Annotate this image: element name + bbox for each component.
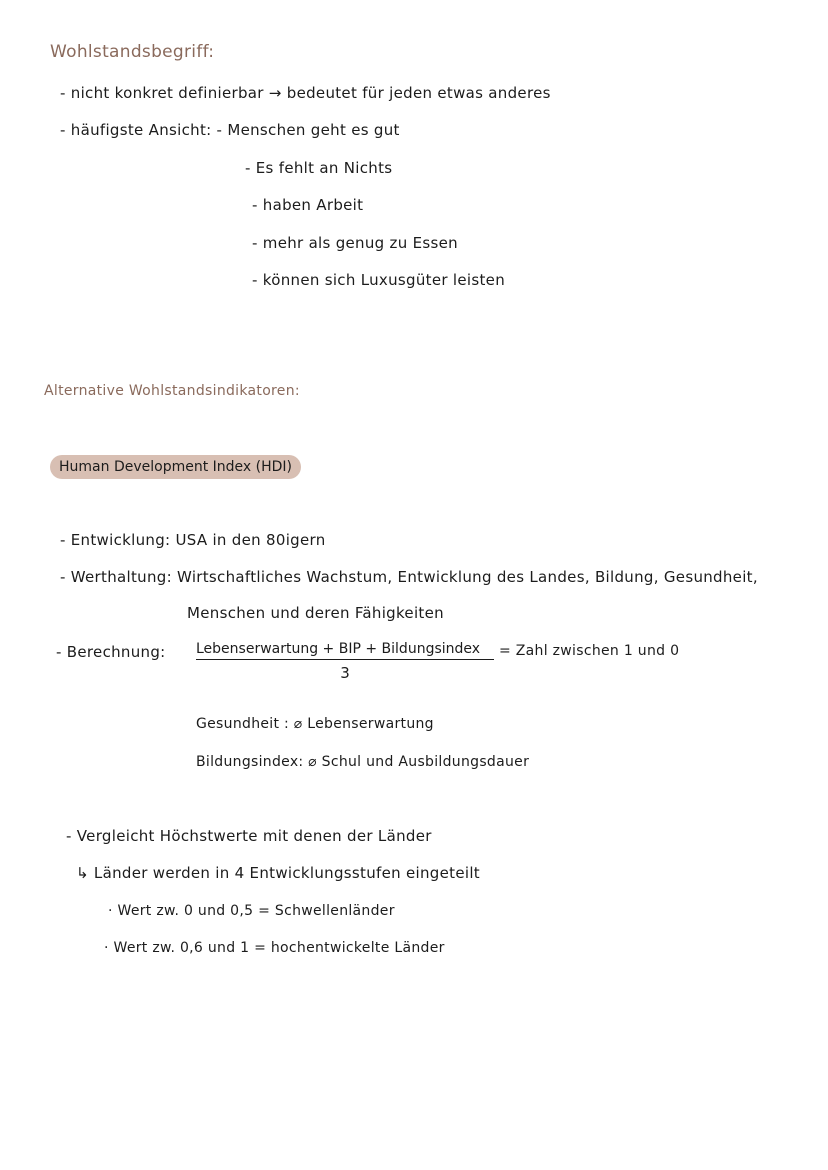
list-item: · Wert zw. 0,6 und 1 = hochentwickelte Länder bbox=[104, 940, 445, 956]
note-line-laender: ↳ Länder werden in 4 Entwicklungsstufen eingeteilt bbox=[76, 864, 480, 882]
note-line-vergleicht: - Vergleicht Höchstwerte mit denen der Länder bbox=[66, 827, 432, 845]
list-item: - können sich Luxusgüter leisten bbox=[252, 271, 505, 289]
note-line-bildungsindex: Bildungsindex: ⌀ Schul und Ausbildungsdauer bbox=[196, 754, 530, 770]
note-line-werthaltung: - Werthaltung: Wirtschaftliches Wachstum, Entwicklung des Landes, Bildung, Gesundheit, bbox=[60, 568, 758, 586]
list-item: - Es fehlt an Nichts bbox=[245, 159, 393, 177]
formula-denominator: 3 bbox=[340, 664, 350, 682]
list-item: - mehr als genug zu Essen bbox=[252, 234, 458, 252]
note-line-definition: - nicht konkret definierbar → bedeutet für jeden etwas anderes bbox=[60, 84, 551, 102]
note-line-entwicklung: - Entwicklung: USA in den 80igern bbox=[60, 531, 326, 549]
note-line-werthaltung-cont: Menschen und deren Fähigkeiten bbox=[187, 604, 444, 622]
list-item: - haben Arbeit bbox=[252, 196, 364, 214]
section-title-wohlstandsbegriff: Wohlstandsbegriff: bbox=[50, 42, 215, 62]
formula-numerator: Lebenserwartung + BIP + Bildungsindex bbox=[196, 641, 494, 660]
list-item: · Wert zw. 0 und 0,5 = Schwellenländer bbox=[108, 903, 395, 919]
hdi-formula bbox=[196, 641, 494, 682]
berechnung-label: - Berechnung: bbox=[56, 643, 166, 661]
formula-result: = Zahl zwischen 1 und 0 bbox=[499, 643, 680, 659]
note-line-ansicht: - häufigste Ansicht: - Menschen geht es gut bbox=[60, 121, 400, 139]
section-title-alternative-indikatoren: Alternative Wohlstandsindikatoren: bbox=[44, 383, 300, 399]
hdi-highlight: Human Development Index (HDI) bbox=[50, 455, 301, 479]
note-line-gesundheit: Gesundheit : ⌀ Lebenserwartung bbox=[196, 716, 434, 732]
